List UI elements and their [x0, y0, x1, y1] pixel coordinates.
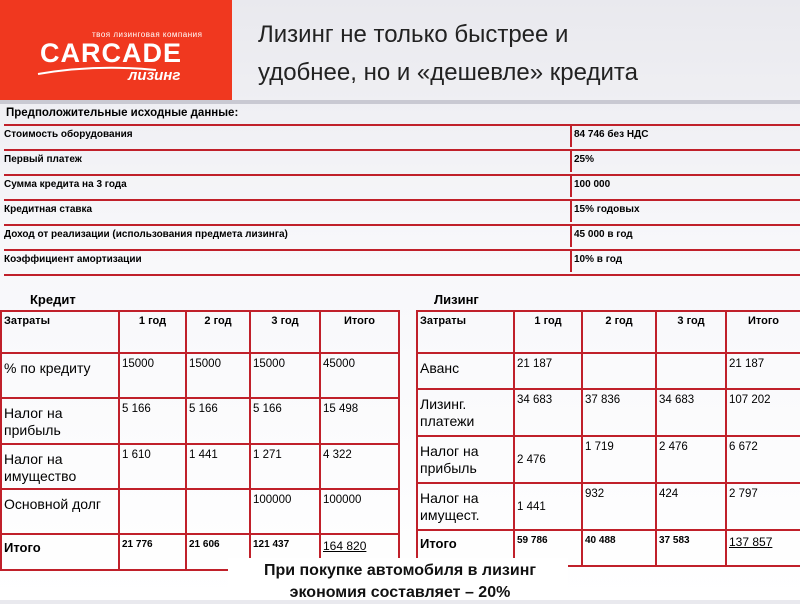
title-line-1: Лизинг не только быстрее и — [258, 21, 569, 48]
cell-value: 1 610 — [119, 444, 186, 489]
cell-value: 21 187 — [726, 353, 800, 389]
total-sum: 164 820 — [323, 539, 367, 553]
col-header: Итого — [320, 311, 399, 353]
col-header: Затраты — [417, 311, 514, 353]
cell-value: 59 786 — [514, 530, 582, 566]
assumption-row — [4, 199, 800, 224]
row-label: Налог на имущество — [1, 444, 119, 489]
assumption-label: Стоимость оборудования — [4, 129, 133, 140]
cell-value: 4 322 — [320, 444, 399, 489]
row-label: Лизинг. платежи — [417, 389, 514, 436]
assumption-separator — [570, 226, 572, 247]
assumptions-heading: Предположительные исходные данные: — [6, 107, 239, 119]
col-header: 3 год — [656, 311, 726, 353]
table-header-row — [1, 311, 399, 353]
cell-value — [119, 489, 186, 534]
cell-value: 15000 — [186, 353, 250, 398]
cell-value: 1 719 — [582, 436, 656, 483]
row-label: Основной долг — [1, 489, 119, 534]
cell-value: 5 166 — [186, 398, 250, 444]
table-row — [417, 353, 800, 389]
assumptions-table — [4, 124, 800, 276]
cell-value: 1 441 — [514, 483, 582, 530]
cell-value: 2 797 — [726, 483, 800, 530]
cell-value: 6 672 — [726, 436, 800, 483]
leasing-heading: Лизинг — [434, 292, 479, 307]
table-row — [417, 389, 800, 436]
assumption-label: Кредитная ставка — [4, 204, 93, 215]
cell-value: 21 606 — [186, 534, 250, 570]
table-header-row — [417, 311, 800, 353]
cell-value: 15000 — [250, 353, 320, 398]
assumption-label: Коэффициент амортизации — [4, 254, 142, 265]
logo-sub: лизинг — [128, 67, 181, 84]
row-label: % по кредиту — [1, 353, 119, 398]
table-row — [1, 398, 399, 444]
cell-value: 45000 — [320, 353, 399, 398]
table-row — [1, 489, 399, 534]
cell-value: 34 683 — [656, 389, 726, 436]
assumption-row — [4, 174, 800, 199]
assumption-value: 15% годовых — [574, 204, 640, 215]
logo-brand: CARCADE — [40, 38, 182, 68]
col-header: 2 год — [582, 311, 656, 353]
logo-tagline: твоя лизинговая компания — [92, 30, 203, 39]
assumption-row — [4, 124, 800, 149]
logo-panel — [0, 0, 232, 100]
cell-value: 21 776 — [119, 534, 186, 570]
cell-value — [582, 353, 656, 389]
assumption-value: 25% — [574, 154, 595, 165]
assumption-row — [4, 149, 800, 174]
credit-table — [0, 310, 400, 571]
footer-conclusion — [0, 560, 800, 604]
col-header: 3 год — [250, 311, 320, 353]
assumption-value: 45 000 в год — [574, 229, 633, 240]
table-row — [1, 444, 399, 489]
leasing-table — [416, 310, 800, 567]
assumption-separator — [570, 126, 572, 147]
table-row — [1, 353, 399, 398]
assumption-value: 100 000 — [574, 179, 611, 190]
row-label: Налог на имущест. — [417, 483, 514, 530]
total-sum: 137 857 — [729, 535, 773, 549]
cell-value: 2 476 — [514, 436, 582, 483]
cell-value: 5 166 — [119, 398, 186, 444]
cell-value: 107 202 — [726, 389, 800, 436]
table-row — [417, 483, 800, 530]
assumption-row — [4, 224, 800, 249]
footer-line-2: экономия составляет – 20% — [289, 584, 511, 601]
assumption-separator — [570, 201, 572, 222]
cell-value: 5 166 — [250, 398, 320, 444]
credit-heading: Кредит — [30, 292, 76, 307]
cell-value: 424 — [656, 483, 726, 530]
cell-value: 15000 — [119, 353, 186, 398]
cell-value: 100000 — [250, 489, 320, 534]
col-header: Затраты — [1, 311, 119, 353]
col-header: 2 год — [186, 311, 250, 353]
cell-value: 121 437 — [250, 534, 320, 570]
cell-value: 40 488 — [582, 530, 656, 566]
cell-value: 2 476 — [656, 436, 726, 483]
cell-value: 1 271 — [250, 444, 320, 489]
assumption-separator — [570, 151, 572, 172]
cell-value — [186, 489, 250, 534]
row-label: Аванс — [417, 353, 514, 389]
row-label: Итого — [1, 534, 119, 570]
cell-value: 100000 — [320, 489, 399, 534]
header-divider — [0, 100, 800, 104]
col-header: 1 год — [119, 311, 186, 353]
assumption-value: 84 746 без НДС — [574, 129, 649, 140]
cell-value: 932 — [582, 483, 656, 530]
col-header: 1 год — [514, 311, 582, 353]
row-label: Налог на прибыль — [1, 398, 119, 444]
cell-value: 1 441 — [186, 444, 250, 489]
cell-value: 21 187 — [514, 353, 582, 389]
cell-value: 37 836 — [582, 389, 656, 436]
page-title — [258, 16, 788, 92]
table-row — [417, 436, 800, 483]
title-line-2: удобнее, но и «дешевле» кредита — [258, 59, 638, 86]
logo-swoosh-icon — [36, 62, 206, 80]
assumption-separator — [570, 251, 572, 272]
footer-line-1: При покупке автомобиля в лизинг — [263, 562, 537, 579]
assumption-label: Первый платеж — [4, 154, 82, 165]
col-header: Итого — [726, 311, 800, 353]
assumption-label: Доход от реализации (использования предмета лизинга) — [4, 229, 288, 240]
row-label: Налог на прибыль — [417, 436, 514, 483]
cell-value: 15 498 — [320, 398, 399, 444]
assumption-row — [4, 249, 800, 276]
cell-value — [656, 353, 726, 389]
row-label: Итого — [417, 530, 514, 566]
assumption-separator — [570, 176, 572, 197]
assumption-label: Сумма кредита на 3 года — [4, 179, 127, 190]
assumption-value: 10% в год — [574, 254, 623, 265]
cell-value: 34 683 — [514, 389, 582, 436]
cell-value: 37 583 — [656, 530, 726, 566]
